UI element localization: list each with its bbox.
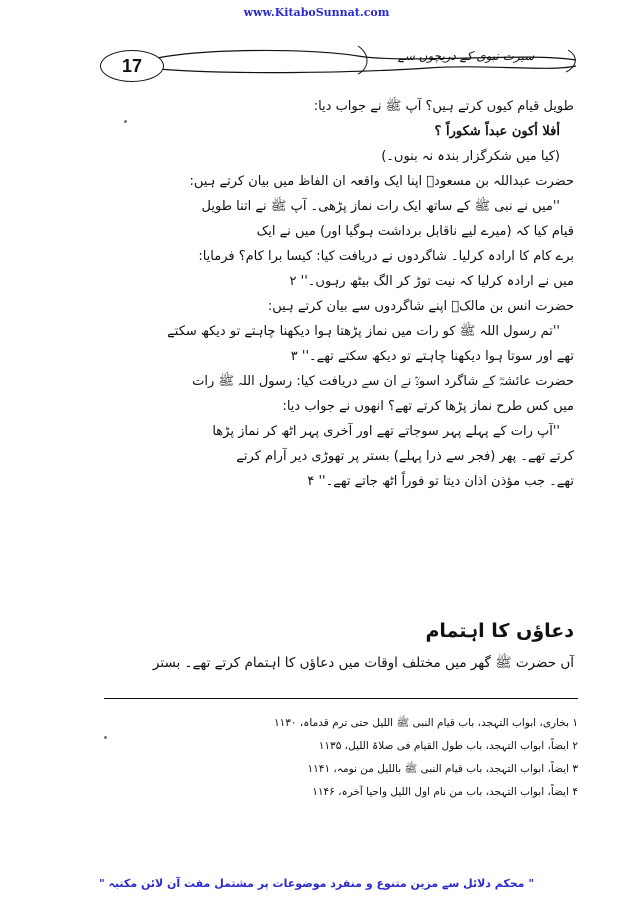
bottom-slogan: " محکم دلائل سے مزین متنوع و منفرد موضوعات پر مشتمل مفت آن لائن مکتبہ "	[98, 877, 535, 890]
scan-speck	[104, 736, 107, 739]
footnote: ۴ ایضاً، ابواب التہجد، باب من نام اول اللیل واحیا آخرہ، ۱۱۴۶	[312, 786, 578, 798]
text-line: تھے۔ جب مؤذن اذان دیتا تو فوراً اٹھ جاتے تھے۔'' ۴	[307, 474, 574, 489]
text-line: کرتے تھے۔ پھر (فجر سے ذرا پہلے) بستر پر تھوڑی دیر آرام کرتے	[236, 449, 574, 464]
text-line: میں نے ارادہ کرلیا کہ نیت توڑ کر الگ بیٹھ رہوں۔'' ۲	[289, 274, 574, 289]
text-line: ''میں نے نبی ﷺ کے ساتھ ایک رات نماز پڑھی۔ آپ ﷺ نے اتنا طویل	[201, 199, 560, 214]
footnote: ۲ ایضاً، ابواب التہجد، باب طول القیام فی صلاۃ اللیل، ۱۱۳۵	[318, 740, 578, 752]
text-line: حضرت عائشہؓ کے شاگرد اسودؒ نے ان سے دریافت کیا: رسول اللہ ﷺ رات	[192, 374, 574, 389]
text-line: قیام کیا کہ (میرے لیے ناقابل برداشت ہوگیا اور) میں نے ایک	[256, 224, 574, 239]
running-title: سیرت نبوی کے دریچوں سے	[397, 49, 535, 63]
text-line: حضرت انس بن مالکؓ اپنے شاگردوں سے بیان کرتے ہیں:	[267, 299, 574, 314]
arabic-quote-line: أفلا أكون عبداً شكوراً ؟	[434, 124, 560, 139]
footnotes	[104, 712, 578, 804]
scan-speck	[124, 120, 127, 123]
footnote-divider	[104, 698, 578, 699]
section-heading: دعاؤں کا اہتمام	[425, 620, 574, 642]
page-number: 17	[100, 50, 164, 82]
text-line: طویل قیام کیوں کرتے ہیں؟ آپ ﷺ نے جواب دیا:	[313, 99, 574, 114]
text-line: (کیا میں شکرگزار بندہ نہ بنوں۔)	[381, 149, 560, 164]
text-line: حضرت عبداللہ بن مسعودؓ اپنا ایک واقعہ ان الفاظ میں بیان کرتے ہیں:	[189, 174, 574, 189]
text-line: تھے اور سوتا ہوا دیکھنا چاہتے تو دیکھ سکتے تھے۔'' ۳	[290, 349, 574, 364]
footnote: ۱ بخاری، ابواب التہجد، باب قیام النبی ﷺ اللیل حتی ترم قدماہ، ۱۱۳۰	[273, 717, 578, 729]
site-url: www.KitaboSunnat.com	[243, 6, 390, 19]
text-line: برے کام کا ارادہ کرلیا۔ شاگردوں نے دریافت کیا: کیسا برا کام؟ فرمایا:	[198, 249, 574, 264]
footnote: ۳ ایضاً، ابواب التہجد، باب قیام النبی ﷺ باللیل من نومہ، ۱۱۴۱	[307, 763, 578, 775]
main-text	[88, 94, 574, 494]
text-line: ''آپ رات کے پہلے پہر سوجاتے تھے اور آخری پہر اٹھ کر نماز پڑھا	[212, 424, 560, 439]
section-first-line: آں حضرت ﷺ گھر میں مختلف اوقات میں دعاؤں کا اہتمام کرتے تھے۔ بستر	[152, 655, 574, 671]
text-line: میں کس طرح نماز پڑھا کرتے تھے؟ انھوں نے جواب دیا:	[282, 399, 574, 414]
text-line: ''تم رسول اللہ ﷺ کو رات میں نماز پڑھتا ہوا دیکھنا چاہتے تو دیکھ سکتے	[167, 324, 560, 339]
